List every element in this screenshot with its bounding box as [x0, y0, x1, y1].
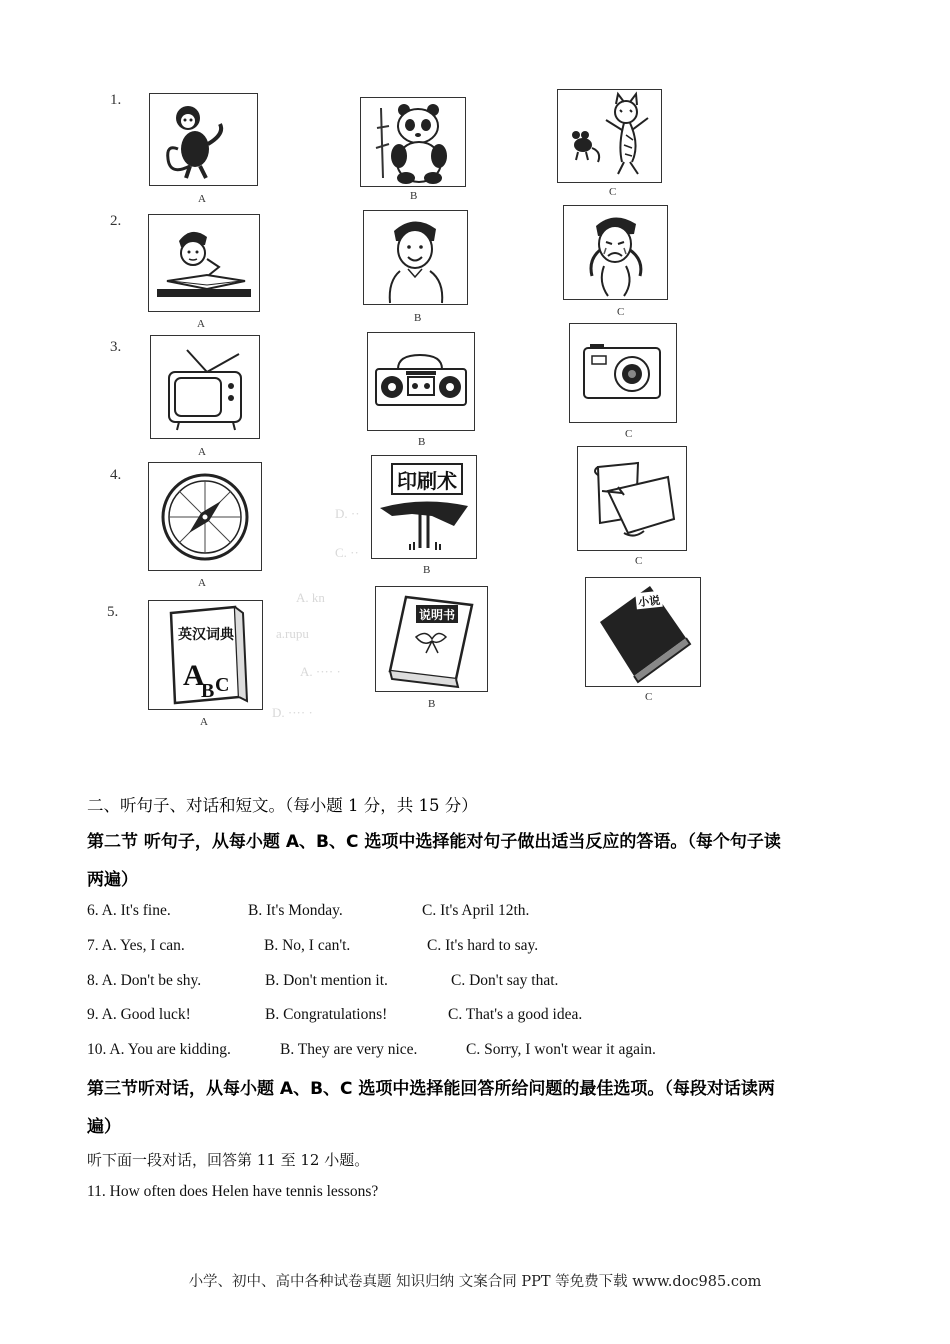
- option-picture-b[interactable]: [363, 210, 468, 305]
- cat-and-mouse-icon: [558, 90, 661, 182]
- option-b: B. No, I can't.: [264, 937, 351, 954]
- paper-scroll-icon: [578, 447, 686, 550]
- question-number: 1.: [110, 92, 122, 108]
- option-letter: C: [609, 186, 617, 198]
- option-picture-b[interactable]: [371, 455, 477, 559]
- question-number: 5.: [107, 604, 119, 620]
- option-letter: B: [414, 312, 422, 324]
- option-c: C. Don't say that.: [451, 972, 559, 989]
- svg-text:B: B: [201, 680, 215, 702]
- question-number: 4.: [110, 467, 122, 483]
- television-icon: [151, 336, 259, 438]
- option-picture-c[interactable]: [569, 323, 677, 423]
- option-letter: B: [423, 564, 431, 576]
- option-letter: A: [198, 446, 206, 458]
- option-picture-a[interactable]: [148, 214, 260, 312]
- option-letter: C: [617, 306, 625, 318]
- radio-cassette-icon: [368, 333, 474, 430]
- svg-text:小说: 小说: [637, 593, 661, 610]
- boy-crying-icon: [564, 206, 667, 299]
- option-picture-a[interactable]: [148, 600, 263, 710]
- boy-smiling-icon: [364, 211, 467, 304]
- option-a: 6. A. It's fine.: [87, 902, 171, 919]
- dialogue-instruction: 听下面一段对话，回答第 11 至 12 小题。: [87, 1151, 370, 1169]
- compass-icon: [149, 463, 261, 570]
- option-c: C. It's hard to say.: [427, 937, 539, 954]
- printing-icon: [372, 456, 476, 558]
- option-picture-b[interactable]: [367, 332, 475, 431]
- option-b: B. Don't mention it.: [265, 972, 388, 989]
- option-c: C. It's April 12th.: [422, 902, 530, 919]
- option-a: 10. A. You are kidding.: [87, 1041, 231, 1058]
- option-letter: C: [625, 428, 633, 440]
- option-c: C. Sorry, I won't wear it again.: [466, 1041, 656, 1058]
- question-number: 2.: [110, 213, 122, 229]
- option-picture-c[interactable]: [585, 577, 701, 687]
- section-heading: 二、听句子、对话和短文。（每小题 1 分，共 15 分）: [87, 796, 478, 815]
- option-a: 9. A. Good luck!: [87, 1006, 191, 1023]
- option-letter: A: [197, 318, 205, 330]
- panda-icon: [361, 98, 465, 186]
- option-b: B. They are very nice.: [280, 1041, 418, 1058]
- dictionary-icon: [149, 601, 262, 709]
- part2-instruction: 第二节 听句子，从每小题 A、B、C 选项中选择能对句子做出适当反应的答语。（每个句子读: [87, 832, 781, 852]
- option-letter: B: [410, 190, 418, 202]
- boy-reading-icon: [149, 215, 259, 311]
- manual-icon: [376, 587, 487, 691]
- option-letter: A: [200, 716, 208, 728]
- option-letter: B: [418, 436, 426, 448]
- novel-icon: [586, 578, 700, 686]
- question-11: 11. How often does Helen have tennis lessons?: [87, 1183, 379, 1200]
- option-picture-c[interactable]: [577, 446, 687, 551]
- part3-instruction: 第三节听对话，从每小题 A、B、C 选项中选择能回答所给问题的最佳选项。（每段对话读两: [87, 1079, 775, 1099]
- option-b: B. Congratulations!: [265, 1006, 388, 1023]
- option-picture-c[interactable]: [563, 205, 668, 300]
- camera-icon: [570, 324, 676, 422]
- option-letter: A: [198, 193, 206, 205]
- option-letter: C: [635, 555, 643, 567]
- option-picture-a[interactable]: [148, 462, 262, 571]
- option-b: B. It's Monday.: [248, 902, 343, 919]
- option-picture-a[interactable]: [150, 335, 260, 439]
- svg-text:A: A: [183, 659, 205, 692]
- option-letter: B: [428, 698, 436, 710]
- question-number: 3.: [110, 339, 122, 355]
- option-picture-c[interactable]: [557, 89, 662, 183]
- svg-text:英汉词典: 英汉词典: [178, 627, 234, 643]
- option-a: 7. A. Yes, I can.: [87, 937, 185, 954]
- svg-text:说明书: 说明书: [418, 608, 456, 622]
- part2-instruction-cont: 两遍）: [87, 870, 138, 890]
- part3-instruction-cont: 遍）: [87, 1117, 121, 1137]
- svg-text:印刷术: 印刷术: [397, 469, 457, 493]
- option-letter: C: [645, 691, 653, 703]
- page-footer: 小学、初中、高中各种试卷真题 知识归纳 文案合同 PPT 等免费下载 www.doc985.com: [188, 1274, 762, 1290]
- option-letter: A: [198, 577, 206, 589]
- svg-text:C: C: [215, 674, 230, 696]
- option-picture-b[interactable]: [375, 586, 488, 692]
- option-c: C. That's a good idea.: [448, 1006, 583, 1023]
- option-picture-b[interactable]: [360, 97, 466, 187]
- option-picture-a[interactable]: [149, 93, 258, 186]
- option-a: 8. A. Don't be shy.: [87, 972, 202, 989]
- monkey-icon: [150, 94, 257, 185]
